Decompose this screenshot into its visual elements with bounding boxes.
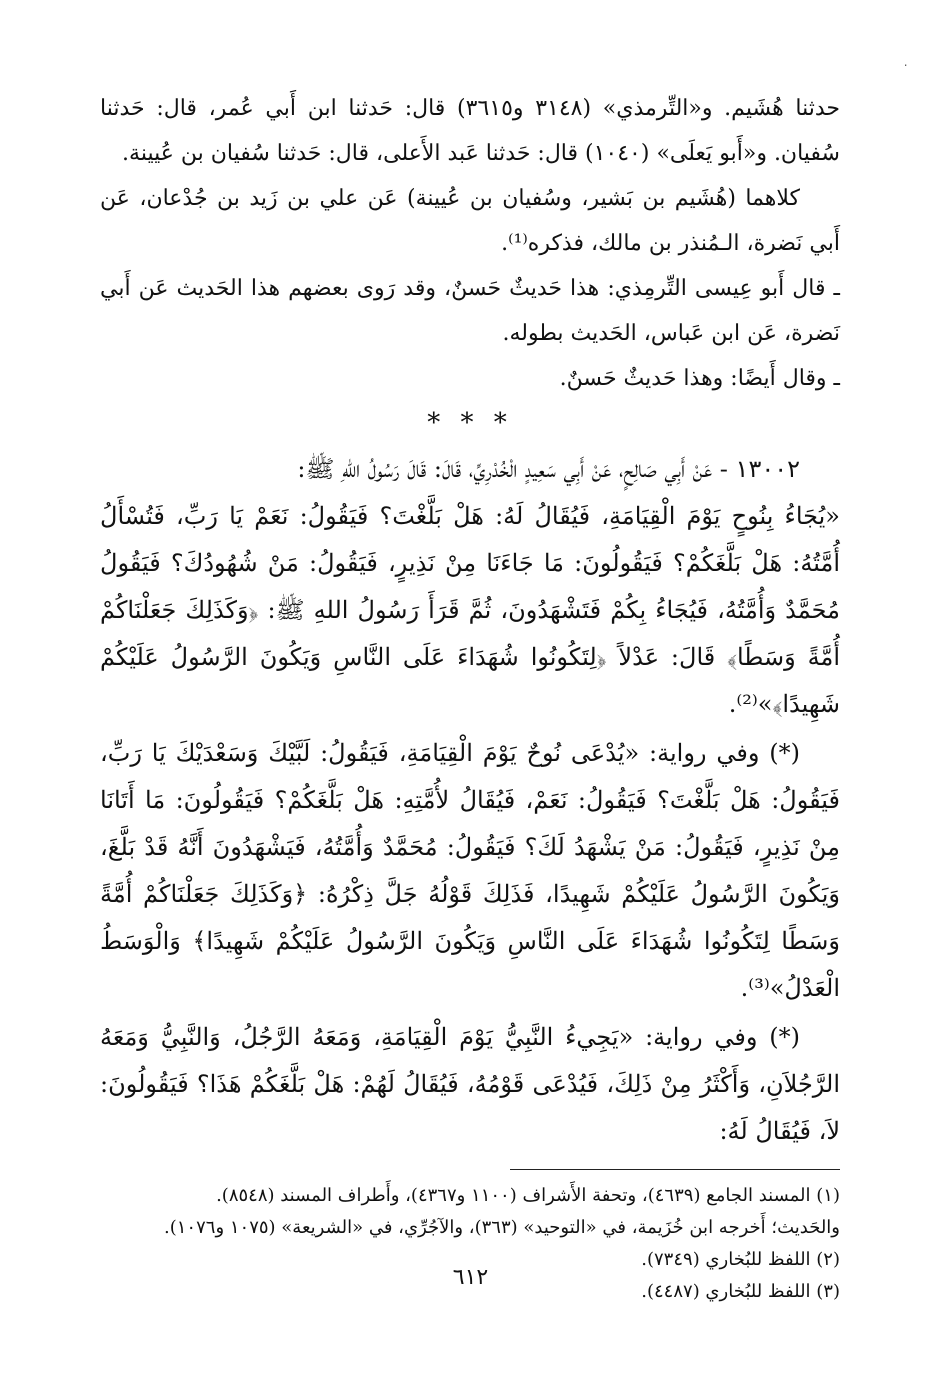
tirmidhi-also-paragraph: ـ وقال أَيضًا: وهذا حَديثٌ حَسنٌ. <box>559 366 840 391</box>
hadith-text-main: «يُجَاءُ بِنُوحٍ يَوْمَ الْقِيَامَةِ، فَيُقَالُ لَهُ: هَلْ بَلَّغْتَ؟ فَيَقُولُ: نَعَمْ يَا رَبِّ، فَتُسْأَلُ أُمَّتُهُ: هَلْ بَلَّغَكُمْ؟ فَيَقُولُونَ: مَا جَاءَنَا مِنْ نَذِيرٍ، فَيَقُولُ: مَنْ شُهُودُكَ؟ فَيَقُولُ مُحَمَّدٌ وَأُمَّتُهُ، فَيُجَاءُ بِكُمْ فَتَشْهَدُونَ، ثُمَّ قَرَأَ رَسُولُ اللهِ ﷺ: ﴿وَكَذَلِكَ جَعَلْنَاكُمْ أُمَّةً وَسَطًا﴾ قَالَ: عَدْلاً ﴿لِتَكُونُوا شُهَدَاءَ عَلَى النَّاسِ وَيَكُونَ الرَّسُولُ عَلَيْكُمْ شَهِيدًا﴾»⁽²⁾. <box>100 502 840 718</box>
footnote-divider <box>510 1169 840 1170</box>
hadith-text-variant-2: (*) وفي رواية: «يَجِيءُ النَّبِيُّ يَوْمَ الْقِيَامَةِ، وَمَعَهُ الرَّجُلُ، وَالنَّبِيُّ وَمَعَهُ الرَّجُلاَنِ، وَأَكْثَرُ مِنْ ذَلِكَ، فَيُدْعَى قَوْمُهُ، فَيُقَالُ لَهُمْ: هَلْ بَلَّغَكُمْ هَذَا؟ فَيَقُولُونَ: لاَ، فَيُقَالُ لَهُ: <box>100 1023 841 1145</box>
footnote-2: (٢) اللفظ للبُخاري (٧٣٤٩). <box>641 1249 840 1270</box>
section-separator: * * * <box>427 408 513 438</box>
footnote-3: (٣) اللفظ للبُخاري (٤٤٨٧). <box>641 1281 840 1302</box>
page-number: ٦١٢ <box>452 1265 489 1290</box>
hadith-heading: ١٣٠٠٢ - عَنْ أَبِي صَالِحٍ، عَنْ أَبِي سَعِيدٍ الْخُدْرِيِّ، قَالَ: قَالَ رَسُولُ اللهِ ﷺ: <box>297 455 800 483</box>
footnote-1-continued: والحَديث؛ أَخرجه ابن خُزَيمة، في «التوحيد» (٣٦٣)، والآجُرِّي، في «الشريعة» (١٠٧٥ و١٠٧٦). <box>164 1217 840 1238</box>
tirmidhi-grading-paragraph: ـ قال أَبو عِيسى التِّرمِذي: هذا حَديثٌ حَسنٌ، وقد رَوى بعضهم هذا الحَديث عَن أَبي نَضرة، عَن ابن عَباس، الحَديث بطوله. <box>100 276 840 346</box>
intro-chain-paragraph: حدثنا هُشَيم. و«التِّرمذي» (٣١٤٨ و٣٦١٥) قال: حَدثنا ابن أَبي عُمر، قال: حَدثنا سُفيان. و«أَبو يَعلَى» (١٠٤٠) قال: حَدثنا عَبد الأَعلى، قال: حَدثنا سُفيان بن عُيينة. <box>100 96 840 166</box>
corner-mark: ٠ <box>903 60 909 71</box>
intro-both-paragraph: كلاهما (هُشَيم بن بَشير، وسُفيان بن عُيينة) عَن علي بن زَيد بن جُدْعان، عَن أَبي نَضرة، الـمُنذر بن مالك، فذكره⁽¹⁾. <box>100 186 840 256</box>
page-content <box>100 86 840 1326</box>
hadith-text-variant-1: (*) وفي رواية: «يُدْعَى نُوحٌ يَوْمَ الْقِيَامَةِ، فَيَقُولُ: لَبَّيْكَ وَسَعْدَيْكَ يَا رَبِّ، فَيَقُولُ: هَلْ بَلَّغْتَ؟ فَيَقُولُ: نَعَمْ، فَيُقَالُ لأُمَّتِهِ: هَلْ بَلَّغَكُمْ؟ فَيَقُولُونَ: مَا أَتَانَا مِنْ نَذِيرٍ، فَيَقُولُ: مَنْ يَشْهَدُ لَكَ؟ فَيَقُولُ: مُحَمَّدٌ وَأُمَّتُهُ، فَيَشْهَدُونَ أَنَّهُ قَدْ بَلَّغَ، وَيَكُونَ الرَّسُولُ عَلَيْكُمْ شَهِيدًا، فَذَلِكَ قَوْلُهُ جَلَّ ذِكْرُهُ: ﴿وَكَذَلِكَ جَعَلْنَاكُمْ أُمَّةً وَسَطًا لِتَكُونُوا شُهَدَاءَ عَلَى النَّاسِ وَيَكُونَ الرَّسُولُ عَلَيْكُمْ شَهِيدًا﴾ وَالْوَسَطُ الْعَدْلُ»⁽³⁾. <box>100 739 840 1002</box>
footnote-1: (١) المسند الجامع (٤٦٣٩)، وتحفة الأَشراف (١١٠٠ و٤٣٦٧)، وأَطراف المسند (٨٥٤٨). <box>216 1185 840 1206</box>
